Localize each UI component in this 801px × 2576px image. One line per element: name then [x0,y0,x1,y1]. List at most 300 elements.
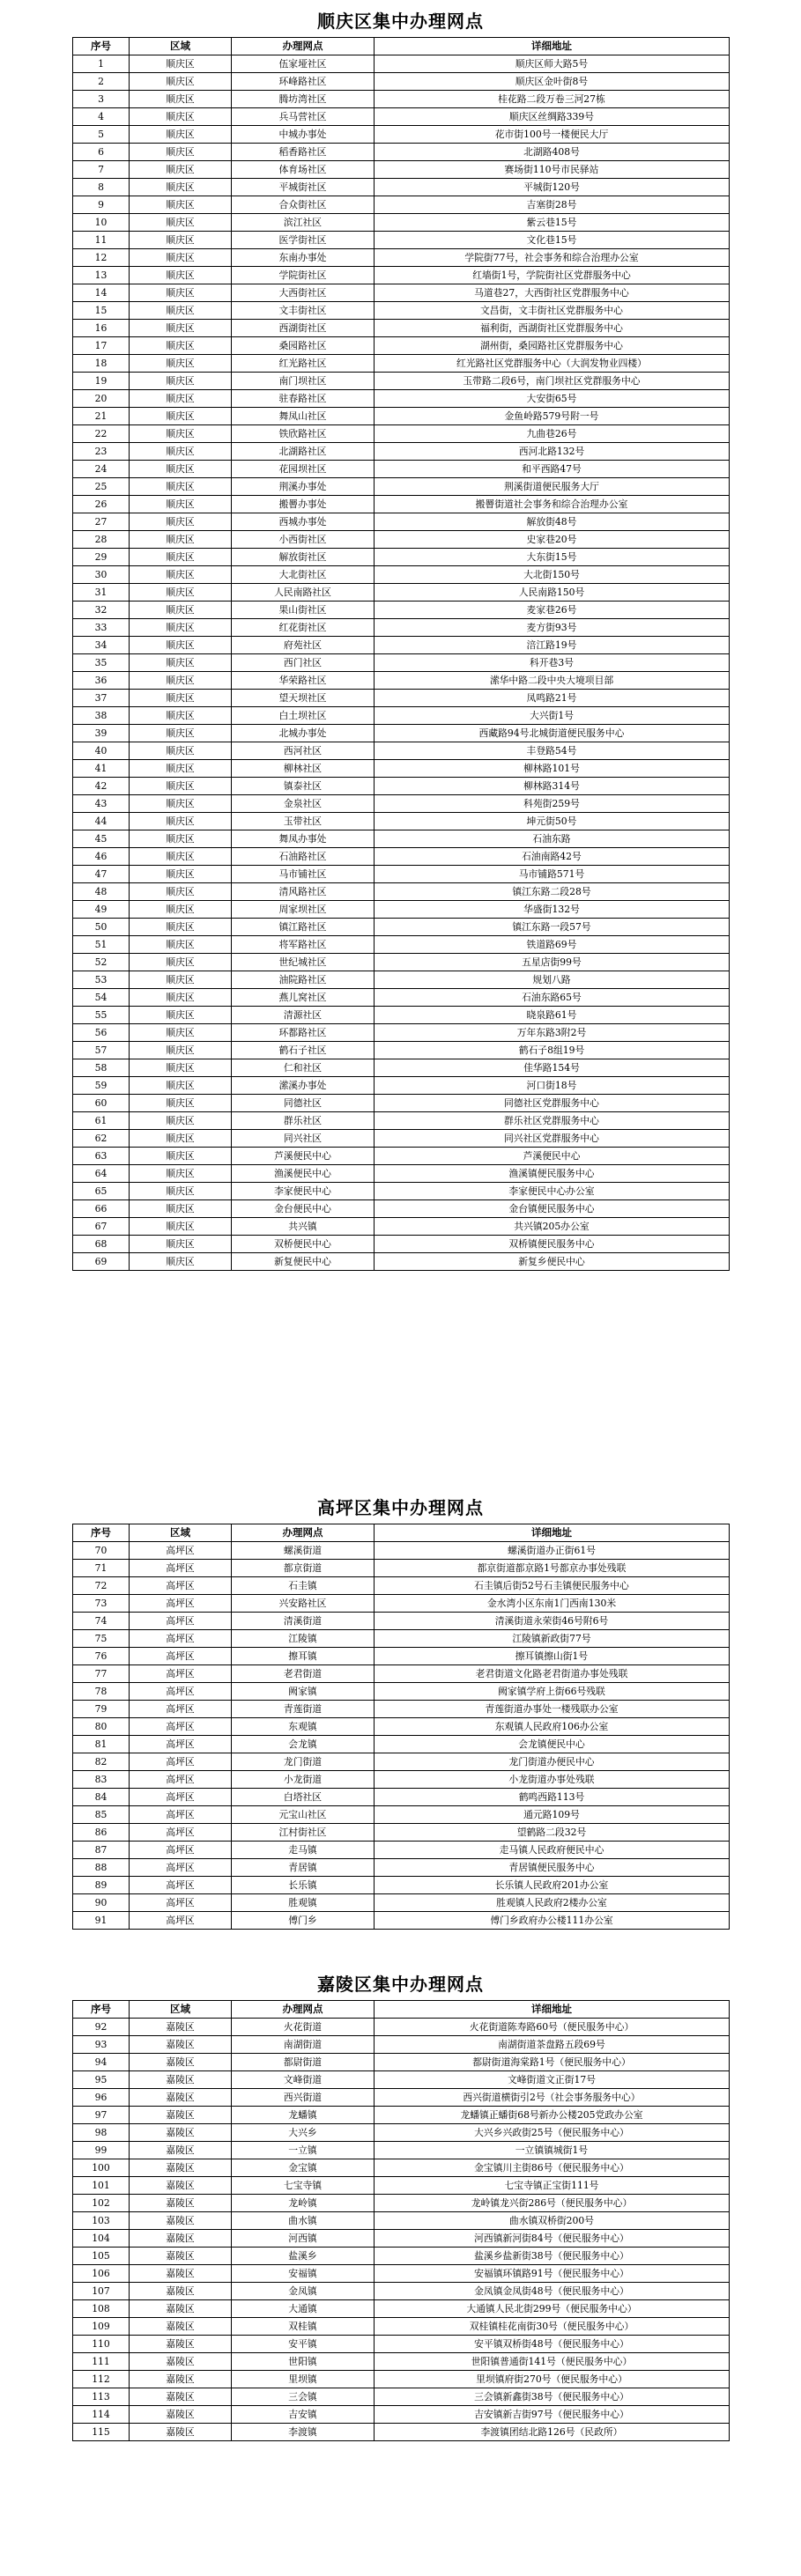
cell-address: 会龙镇便民中心 [375,1736,730,1753]
table-row [73,1007,730,1024]
cell-district: 顺庆区 [130,1077,232,1095]
cell-office: 李渡镇 [232,2424,375,2441]
table-row [73,1648,730,1665]
table-row [73,302,730,320]
table-row [73,1701,730,1718]
table-row [73,2071,730,2089]
cell-office: 西湖街社区 [232,320,375,337]
col-header-office: 办理网点 [232,38,375,55]
cell-district: 嘉陵区 [130,2371,232,2388]
cell-district: 顺庆区 [130,954,232,971]
cell-district: 顺庆区 [130,496,232,513]
cell-district: 顺庆区 [130,1183,232,1200]
cell-office: 西门社区 [232,654,375,672]
table-row [73,2230,730,2248]
table-row [73,2036,730,2054]
table-row [73,848,730,866]
cell-district: 顺庆区 [130,1218,232,1236]
table-row [73,2019,730,2036]
cell-index: 82 [73,1753,130,1771]
cell-address: 坤元街50号 [375,813,730,830]
cell-address: 湖州街，桑园路社区党群服务中心 [375,337,730,355]
cell-office: 大西街社区 [232,284,375,302]
table-row [73,1165,730,1183]
table-row [73,2300,730,2318]
cell-office: 江陵镇 [232,1630,375,1648]
cell-office: 双桂镇 [232,2318,375,2336]
table-row [73,1218,730,1236]
cell-office: 中城办事处 [232,126,375,144]
cell-district: 顺庆区 [130,161,232,179]
cell-district: 顺庆区 [130,408,232,425]
cell-address: 渔溪镇便民服务中心 [375,1165,730,1183]
table-row [73,443,730,461]
table-row [73,1806,730,1824]
cell-address: 西藏路94号北城街道便民服务中心 [375,725,730,742]
cell-address: 石圭镇后街52号石圭镇便民服务中心 [375,1577,730,1595]
cell-address: 花市街100号一楼便民大厅 [375,126,730,144]
cell-office: 镇泰社区 [232,778,375,795]
cell-address: 文峰街道文正街17号 [375,2071,730,2089]
cell-index: 77 [73,1665,130,1683]
section-title: 嘉陵区集中办理网点 [317,1974,484,1995]
cell-office: 稻香路社区 [232,144,375,161]
cell-office: 文丰街社区 [232,302,375,320]
cell-index: 93 [73,2036,130,2054]
cell-office: 兴安路社区 [232,1595,375,1613]
table-row [73,760,730,778]
col-header-office: 办理网点 [232,1524,375,1542]
cell-district: 顺庆区 [130,848,232,866]
cell-district: 顺庆区 [130,373,232,390]
cell-address: 世阳镇普通街141号（便民服务中心） [375,2353,730,2371]
cell-address: 大兴街1号 [375,707,730,725]
cell-office: 里坝镇 [232,2371,375,2388]
cell-index: 57 [73,1042,130,1059]
cell-address: 芦溪便民中心 [375,1148,730,1165]
cell-address: 一立镇镇城街1号 [375,2142,730,2159]
cell-district: 嘉陵区 [130,2265,232,2283]
address-table [72,2000,730,2441]
cell-address: 马市铺路571号 [375,866,730,883]
cell-address: 吉安镇新吉街97号（便民服务中心） [375,2406,730,2424]
cell-index: 2 [73,73,130,91]
cell-office: 龙岭镇 [232,2195,375,2212]
table-row [73,883,730,901]
cell-office: 三会镇 [232,2388,375,2406]
cell-office: 潆溪办事处 [232,1077,375,1095]
cell-district: 顺庆区 [130,795,232,813]
cell-index: 96 [73,2089,130,2107]
cell-address: 龙蟠镇正蟠街68号新办公楼205党政办公室 [375,2107,730,2124]
cell-district: 高坪区 [130,1753,232,1771]
cell-office: 李家便民中心 [232,1183,375,1200]
cell-address: 桂花路二段万卷三河27栋 [375,91,730,108]
cell-district: 嘉陵区 [130,2353,232,2371]
table-row [73,1077,730,1095]
cell-address: 规划八路 [375,971,730,989]
cell-index: 19 [73,373,130,390]
table-row [73,1542,730,1560]
cell-address: 史家巷20号 [375,531,730,549]
table-row [73,373,730,390]
cell-index: 4 [73,108,130,126]
table-row [73,1130,730,1148]
cell-index: 21 [73,408,130,425]
cell-address: 科开巷3号 [375,654,730,672]
cell-address: 胜观镇人民政府2楼办公室 [375,1894,730,1912]
cell-district: 顺庆区 [130,196,232,214]
cell-office: 螺溪街道 [232,1542,375,1560]
cell-district: 高坪区 [130,1630,232,1648]
cell-district: 高坪区 [130,1789,232,1806]
cell-index: 105 [73,2248,130,2265]
cell-district: 顺庆区 [130,461,232,478]
section-shunqing [72,5,729,1271]
cell-office: 桑园路社区 [232,337,375,355]
cell-index: 42 [73,778,130,795]
cell-index: 74 [73,1613,130,1630]
table-row [73,778,730,795]
cell-address: 李渡镇团结北路126号（民政所） [375,2424,730,2441]
cell-district: 顺庆区 [130,73,232,91]
cell-district: 嘉陵区 [130,2071,232,2089]
cell-address: 鹤鸣西路113号 [375,1789,730,1806]
cell-office: 腾坊湾社区 [232,91,375,108]
table-row [73,1253,730,1271]
cell-index: 39 [73,725,130,742]
cell-district: 顺庆区 [130,725,232,742]
cell-office: 小西街社区 [232,531,375,549]
cell-office: 油院路社区 [232,971,375,989]
cell-district: 嘉陵区 [130,2248,232,2265]
cell-office: 西兴街道 [232,2089,375,2107]
cell-address: 都尉街道海棠路1号（便民服务中心） [375,2054,730,2071]
cell-district: 顺庆区 [130,478,232,496]
cell-address: 大兴乡兴政街25号（便民服务中心） [375,2124,730,2142]
cell-index: 12 [73,249,130,267]
cell-office: 芦溪便民中心 [232,1148,375,1165]
cell-index: 30 [73,566,130,584]
cell-address: 解放街48号 [375,513,730,531]
cell-district: 顺庆区 [130,919,232,936]
table-row [73,91,730,108]
cell-district: 顺庆区 [130,284,232,302]
table-row [73,2248,730,2265]
cell-index: 10 [73,214,130,232]
cell-office: 小龙街道 [232,1771,375,1789]
cell-office: 曲水镇 [232,2212,375,2230]
cell-district: 顺庆区 [130,179,232,196]
table-row [73,813,730,830]
cell-office: 胜观镇 [232,1894,375,1912]
cell-district: 高坪区 [130,1718,232,1736]
table-row [73,637,730,654]
table-row [73,2089,730,2107]
cell-address: 平城街120号 [375,179,730,196]
table-row [73,830,730,848]
cell-office: 火花街道 [232,2019,375,2036]
cell-office: 环都路社区 [232,1024,375,1042]
cell-index: 106 [73,2265,130,2283]
cell-address: 赛场街110号市民驿站 [375,161,730,179]
cell-office: 一立镇 [232,2142,375,2159]
cell-district: 顺庆区 [130,1130,232,1148]
cell-office: 玉带社区 [232,813,375,830]
table-row [73,1824,730,1842]
cell-district: 顺庆区 [130,760,232,778]
address-table [72,37,730,1271]
cell-address: 丰登路54号 [375,742,730,760]
cell-address: 顺庆区金叶街8号 [375,73,730,91]
cell-office: 擦耳镇 [232,1648,375,1665]
cell-district: 顺庆区 [130,126,232,144]
cell-address: 群乐社区党群服务中心 [375,1112,730,1130]
cell-index: 24 [73,461,130,478]
table-row [73,2107,730,2124]
cell-index: 114 [73,2406,130,2424]
cell-index: 6 [73,144,130,161]
cell-index: 56 [73,1024,130,1042]
cell-district: 顺庆区 [130,971,232,989]
cell-address: 都京街道都京路1号都京办事处残联 [375,1560,730,1577]
cell-office: 鹤石子社区 [232,1042,375,1059]
cell-index: 52 [73,954,130,971]
cell-district: 顺庆区 [130,1112,232,1130]
cell-index: 103 [73,2212,130,2230]
cell-address: 文化巷15号 [375,232,730,249]
cell-index: 16 [73,320,130,337]
cell-address: 小龙街道办事处残联 [375,1771,730,1789]
cell-address: 顺庆区丝绸路339号 [375,108,730,126]
cell-index: 54 [73,989,130,1007]
cell-office: 大兴乡 [232,2124,375,2142]
cell-address: 擦耳镇擦山街1号 [375,1648,730,1665]
cell-office: 共兴镇 [232,1218,375,1236]
cell-index: 23 [73,443,130,461]
cell-district: 顺庆区 [130,1165,232,1183]
cell-index: 112 [73,2371,130,2388]
cell-index: 44 [73,813,130,830]
table-row [73,2054,730,2071]
cell-index: 13 [73,267,130,284]
cell-district: 嘉陵区 [130,2283,232,2300]
cell-address: 北湖路408号 [375,144,730,161]
table-row [73,531,730,549]
cell-office: 七宝寺镇 [232,2177,375,2195]
cell-office: 南门坝社区 [232,373,375,390]
cell-address: 青居镇便民服务中心 [375,1859,730,1877]
cell-district: 顺庆区 [130,901,232,919]
cell-district: 顺庆区 [130,1148,232,1165]
cell-office: 河西镇 [232,2230,375,2248]
cell-index: 35 [73,654,130,672]
table-row [73,320,730,337]
cell-index: 113 [73,2388,130,2406]
cell-index: 95 [73,2071,130,2089]
cell-office: 将军路社区 [232,936,375,954]
cell-address: 安平镇双桥街48号（便民服务中心） [375,2336,730,2353]
cell-district: 高坪区 [130,1542,232,1560]
cell-index: 91 [73,1912,130,1930]
cell-index: 86 [73,1824,130,1842]
cell-office: 大北街社区 [232,566,375,584]
cell-district: 高坪区 [130,1842,232,1859]
table-row [73,232,730,249]
table-row [73,108,730,126]
cell-district: 顺庆区 [130,91,232,108]
cell-district: 顺庆区 [130,813,232,830]
cell-index: 67 [73,1218,130,1236]
cell-office: 仁和社区 [232,1059,375,1077]
cell-address: 傅门乡政府办公楼111办公室 [375,1912,730,1930]
cell-index: 20 [73,390,130,408]
cell-office: 傅门乡 [232,1912,375,1930]
table-row [73,2388,730,2406]
table-row [73,1112,730,1130]
cell-office: 解放街社区 [232,549,375,566]
cell-index: 85 [73,1806,130,1824]
cell-office: 荆溪办事处 [232,478,375,496]
table-row [73,126,730,144]
cell-index: 14 [73,284,130,302]
cell-office: 府苑社区 [232,637,375,654]
cell-index: 11 [73,232,130,249]
cell-district: 嘉陵区 [130,2124,232,2142]
cell-address: 镇江东路一段57号 [375,919,730,936]
cell-office: 江村街社区 [232,1824,375,1842]
cell-office: 舞凤山社区 [232,408,375,425]
cell-office: 北湖路社区 [232,443,375,461]
table-row [73,989,730,1007]
cell-office: 元宝山社区 [232,1806,375,1824]
cell-index: 84 [73,1789,130,1806]
table-row [73,267,730,284]
cell-office: 安平镇 [232,2336,375,2353]
cell-address: 柳林路314号 [375,778,730,795]
table-row [73,2212,730,2230]
cell-office: 老君街道 [232,1665,375,1683]
table-row [73,954,730,971]
cell-district: 顺庆区 [130,1200,232,1218]
table-row [73,690,730,707]
cell-index: 47 [73,866,130,883]
cell-index: 98 [73,2124,130,2142]
cell-district: 高坪区 [130,1595,232,1613]
cell-address: 盐溪乡盐新街38号（便民服务中心） [375,2248,730,2265]
cell-address: 柳林路101号 [375,760,730,778]
cell-index: 9 [73,196,130,214]
cell-index: 101 [73,2177,130,2195]
cell-district: 顺庆区 [130,1236,232,1253]
cell-office: 南湖街道 [232,2036,375,2054]
cell-district: 高坪区 [130,1894,232,1912]
cell-office: 医学街社区 [232,232,375,249]
table-row [73,214,730,232]
table-row [73,2283,730,2300]
table-row [73,1912,730,1930]
cell-index: 8 [73,179,130,196]
cell-index: 83 [73,1771,130,1789]
cell-index: 37 [73,690,130,707]
cell-office: 龙蟠镇 [232,2107,375,2124]
cell-office: 走马镇 [232,1842,375,1859]
cell-address: 华盛街132号 [375,901,730,919]
cell-address: 江陵镇新政街77号 [375,1630,730,1648]
cell-index: 7 [73,161,130,179]
cell-index: 88 [73,1859,130,1877]
cell-address: 南湖街道茶盘路五段69号 [375,2036,730,2054]
table-row [73,161,730,179]
cell-office: 金宝镇 [232,2159,375,2177]
cell-district: 高坪区 [130,1806,232,1824]
table-row [73,1236,730,1253]
cell-index: 45 [73,830,130,848]
cell-district: 顺庆区 [130,55,232,73]
section-title: 顺庆区集中办理网点 [317,11,484,32]
cell-district: 嘉陵区 [130,2212,232,2230]
cell-index: 87 [73,1842,130,1859]
cell-address: 通元路109号 [375,1806,730,1824]
cell-address: 望鹤路二段32号 [375,1824,730,1842]
cell-index: 48 [73,883,130,901]
cell-office: 都尉街道 [232,2054,375,2071]
cell-office: 石油路社区 [232,848,375,866]
cell-index: 107 [73,2283,130,2300]
cell-office: 龙门街道 [232,1753,375,1771]
cell-district: 顺庆区 [130,742,232,760]
cell-district: 顺庆区 [130,1007,232,1024]
cell-address: 金台镇便民服务中心 [375,1200,730,1218]
cell-address: 河口街18号 [375,1077,730,1095]
table-row [73,2142,730,2159]
cell-address: 马道巷27，大西街社区党群服务中心 [375,284,730,302]
cell-index: 38 [73,707,130,725]
cell-index: 81 [73,1736,130,1753]
cell-district: 顺庆区 [130,866,232,883]
cell-office: 文峰街道 [232,2071,375,2089]
cell-address: 东观镇人民政府106办公室 [375,1718,730,1736]
cell-index: 51 [73,936,130,954]
cell-address: 西河北路132号 [375,443,730,461]
cell-address: 青莲街道办事处一楼残联办公室 [375,1701,730,1718]
cell-address: 凤鸣路21号 [375,690,730,707]
cell-office: 兵马营社区 [232,108,375,126]
cell-district: 高坪区 [130,1560,232,1577]
cell-district: 高坪区 [130,1859,232,1877]
table-header-row [73,38,730,55]
cell-address: 万年东路3附2号 [375,1024,730,1042]
table-row [73,1842,730,1859]
cell-office: 伍家垭社区 [232,55,375,73]
cell-address: 麦家巷26号 [375,602,730,619]
cell-address: 福利街，西湖街社区党群服务中心 [375,320,730,337]
cell-address: 顺庆区师大路5号 [375,55,730,73]
cell-address: 石油东路65号 [375,989,730,1007]
cell-office: 华荣路社区 [232,672,375,690]
table-row [73,584,730,602]
cell-index: 25 [73,478,130,496]
cell-address: 大东街15号 [375,549,730,566]
cell-district: 顺庆区 [130,690,232,707]
cell-address: 大通镇人民北街299号（便民服务中心） [375,2300,730,2318]
cell-district: 顺庆区 [130,249,232,267]
cell-office: 舞凤办事处 [232,830,375,848]
cell-office: 合众街社区 [232,196,375,214]
table-row [73,1630,730,1648]
cell-index: 110 [73,2336,130,2353]
table-header-row [73,2001,730,2019]
